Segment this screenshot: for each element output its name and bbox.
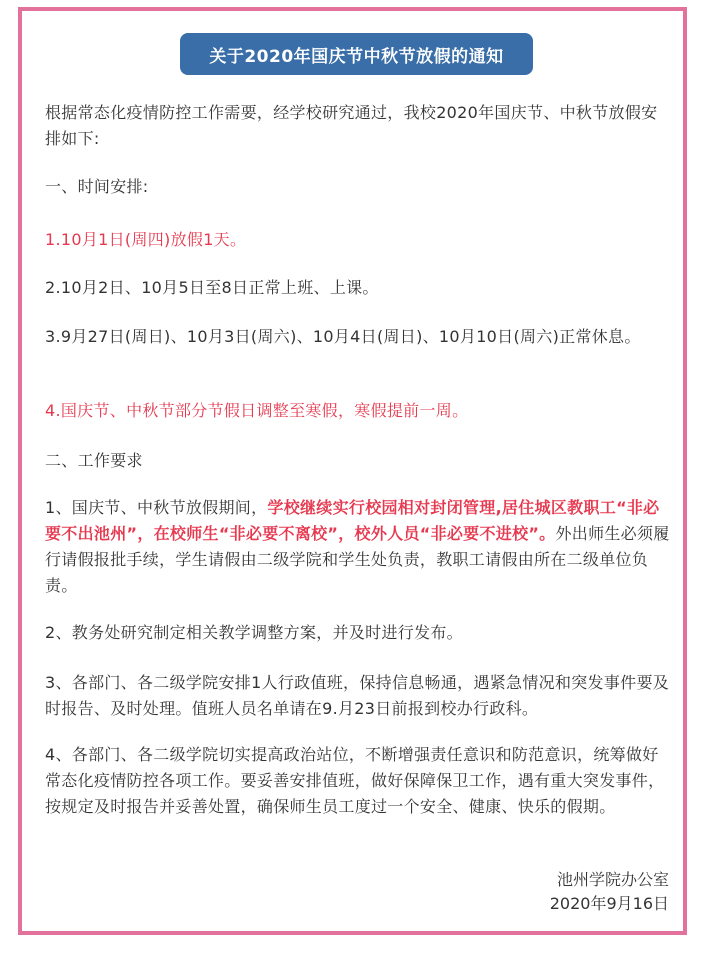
- schedule-item-2: 2.10月2日、10月5日至8日正常上班、上课。: [45, 278, 379, 297]
- requirement-2: 2、教务处研究制定相关教学调整方案，并及时进行发布。: [45, 623, 463, 642]
- schedule-item-4: 4.国庆节、中秋节部分节假日调整至寒假，寒假提前一周。: [45, 401, 469, 420]
- section1-heading: 一、时间安排:: [45, 177, 149, 196]
- requirement-1-emphasis: 学校继续实行校园相对封闭管理,居住城区教职工“非必要不出池州”，在校师生“非必要不离校”，校外人员“非必要不进校”。: [45, 498, 660, 543]
- schedule-item-1: 1.10月1日(周四)放假1天。: [45, 230, 247, 249]
- requirement-3: 3、各部门、各二级学院安排1人行政值班，保持信息畅通，遇紧急情况和突发事件要及时报告、及时处理。值班人员名单请在9.月23日前报到校办行政科。: [45, 673, 670, 718]
- signature-office: 池州学院办公室: [556, 870, 669, 889]
- intro-paragraph: 根据常态化疫情防控工作需要，经学校研究通过，我校2020年国庆节、中秋节放假安排如下:: [45, 103, 658, 148]
- section2-heading: 二、工作要求: [45, 451, 143, 470]
- requirement-1: [45, 495, 671, 599]
- schedule-item-3: 3.9月27日(周日)、10月3日(周六)、10月4日(周日)、10月10日(周六)正常休息。: [45, 327, 641, 346]
- requirement-4: 4、各部门、各二级学院切实提高政治站位，不断增强责任意识和防范意识，统筹做好常态化疫情防控各项工作。要妥善安排值班，做好保障保卫工作，遇有重大突发事件，按规定及时报告并妥善处置，确保师生员工度过一个安全、健康、快乐的假期。: [45, 745, 665, 816]
- requirement-1-prefix: 1、国庆节、中秋节放假期间，: [45, 498, 268, 517]
- notice-title: 关于2020年国庆节中秋节放假的通知: [180, 33, 533, 75]
- requirement-1-suffix: 外出师生必须履行请假报批手续，学生请假由二级学院和学生处负责，教职工请假由所在二级单位负责。: [45, 524, 670, 595]
- signature-date: 2020年9月16日: [549, 894, 669, 913]
